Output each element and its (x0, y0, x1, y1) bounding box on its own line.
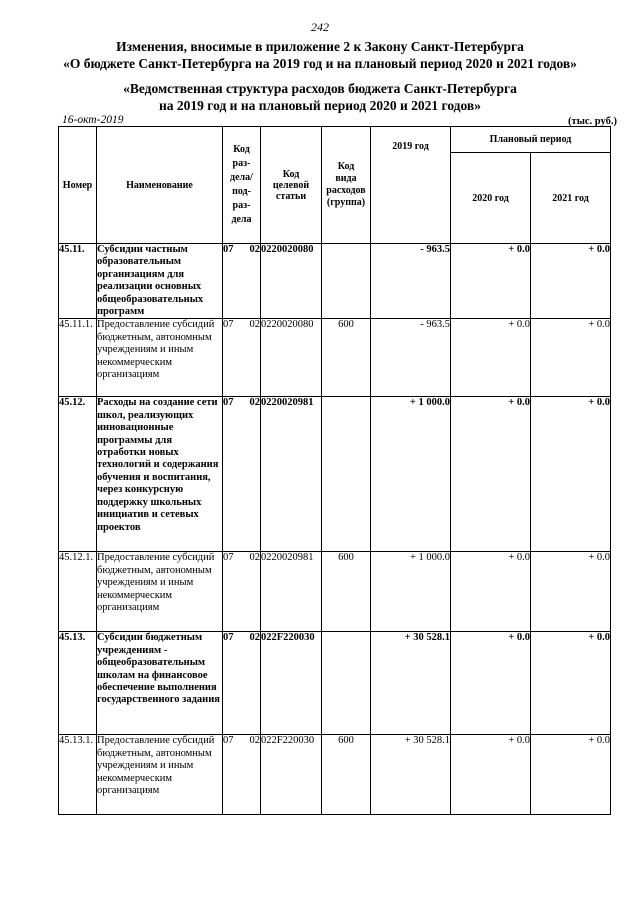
row-name: Предоставление субсидий бюджетным, автономным учреждениям и иным некоммерческим организациям (97, 319, 223, 397)
row-section (223, 244, 261, 319)
row-number: 45.12.1. (59, 552, 97, 632)
row-value-2021: + 0.0 (531, 735, 611, 815)
table-row (59, 632, 611, 735)
row-name: Субсидии бюджетным учреждениям - общеобразовательным школам на финансовое обеспечение выполнения государственного задания (97, 632, 223, 735)
header-name: Наименование (97, 127, 223, 244)
section-code: 07 (223, 244, 234, 255)
section-code: 07 (223, 632, 234, 644)
header-number: Номер (59, 127, 97, 244)
row-value-2020: + 0.0 (451, 319, 531, 397)
table-row (59, 319, 611, 397)
subsection-code: 02 (249, 244, 260, 255)
header-section-line: под- (232, 186, 251, 197)
section-code: 07 (223, 552, 234, 564)
row-value-2020: + 0.0 (451, 552, 531, 632)
row-name: Предоставление субсидий бюджетным, автономным учреждениям и иным некоммерческим организациям (97, 735, 223, 815)
header-expense-line: расходов (326, 185, 366, 196)
row-number: 45.11. (59, 244, 97, 319)
row-value-2020: + 0.0 (451, 244, 531, 319)
document-subtitle (0, 80, 640, 114)
row-value-2019: + 30 528.1 (371, 632, 451, 735)
row-value-2021: + 0.0 (531, 397, 611, 552)
header-section-line: раз- (232, 158, 251, 169)
header-expense-line: Код (337, 161, 355, 172)
subsection-code: 02 (249, 397, 260, 409)
header-planned-period: Плановый период (451, 127, 611, 153)
row-expense-code (322, 397, 371, 552)
header-target-line: статьи (275, 190, 307, 202)
document-title (0, 38, 640, 72)
units-label: (тыс. руб.) (568, 116, 617, 127)
row-value-2021: + 0.0 (531, 632, 611, 735)
header-section-line: дела (231, 214, 252, 225)
expenditure-table (58, 126, 611, 815)
section-code: 07 (223, 319, 234, 331)
row-value-2021: + 0.0 (531, 552, 611, 632)
title-line: Изменения, вносимые в приложение 2 к Закону Санкт-Петербурга (116, 39, 524, 54)
header-2021: 2021 год (531, 153, 611, 244)
header-section-line: раз- (232, 200, 251, 211)
header-expense-line: вида (335, 173, 357, 184)
header-section-line: Код (233, 144, 250, 155)
row-target-code: 022F220030 (261, 735, 322, 815)
row-number: 45.11.1. (59, 319, 97, 397)
row-expense-code (322, 632, 371, 735)
row-target-code: 0220020080 (261, 319, 322, 397)
row-target-code: 022F220030 (261, 632, 322, 735)
subtitle-line: «Ведомственная структура расходов бюджета Санкт-Петербурга (123, 81, 517, 96)
row-target-code: 0220020981 (261, 397, 322, 552)
row-name: Предоставление субсидий бюджетным, автономным учреждениям и иным некоммерческим организациям (97, 552, 223, 632)
row-number: 45.13. (59, 632, 97, 735)
title-line: «О бюджете Санкт-Петербурга на 2019 год и на плановый период 2020 и 2021 годов» (63, 56, 577, 71)
row-section (223, 397, 261, 552)
subsection-code: 02 (249, 632, 260, 644)
subsection-code: 02 (249, 319, 260, 331)
row-number: 45.12. (59, 397, 97, 552)
row-value-2019: + 30 528.1 (371, 735, 451, 815)
header-section-code (223, 127, 261, 244)
row-section (223, 735, 261, 815)
row-name: Расходы на создание сети школ, реализующих инновационные программы для отработки новых технологий и содержания обучения и воспитания, через конкурсную поддержку школьных инициатив и сетевых проектов (97, 397, 223, 552)
row-number: 45.13.1. (59, 735, 97, 815)
row-value-2021: + 0.0 (531, 244, 611, 319)
header-expense-code (322, 127, 371, 244)
header-2019: 2019 год (371, 127, 451, 244)
table-row (59, 397, 611, 552)
header-expense-line: (группа) (326, 197, 366, 208)
row-expense-code: 600 (322, 319, 371, 397)
table-row (59, 552, 611, 632)
row-section (223, 319, 261, 397)
row-target-code: 0220020981 (261, 552, 322, 632)
row-value-2020: + 0.0 (451, 632, 531, 735)
header-target-line: Код (282, 168, 300, 180)
row-section (223, 552, 261, 632)
row-value-2019: - 963.5 (371, 319, 451, 397)
row-expense-code: 600 (322, 552, 371, 632)
row-value-2020: + 0.0 (451, 735, 531, 815)
header-2020: 2020 год (451, 153, 531, 244)
row-value-2019: + 1 000.0 (371, 397, 451, 552)
subsection-code: 02 (249, 735, 260, 747)
row-value-2021: + 0.0 (531, 319, 611, 397)
header-target-code (261, 127, 322, 244)
row-expense-code (322, 244, 371, 319)
document-date: 16-окт-2019 (62, 114, 124, 126)
page-number: 242 (311, 20, 329, 34)
section-code: 07 (223, 397, 234, 409)
row-target-code: 0220020080 (261, 244, 322, 319)
row-name: Субсидии частным образовательным организациям для реализации основных общеобразовательных программ (97, 244, 223, 319)
section-code: 07 (223, 735, 234, 747)
row-expense-code: 600 (322, 735, 371, 815)
subtitle-line: на 2019 год и на плановый период 2020 и 2021 годов» (159, 98, 481, 113)
row-value-2019: + 1 000.0 (371, 552, 451, 632)
header-target-line: целевой (272, 179, 310, 191)
row-section (223, 632, 261, 735)
table-row (59, 735, 611, 815)
row-value-2020: + 0.0 (451, 397, 531, 552)
row-value-2019: - 963.5 (371, 244, 451, 319)
header-section-line: дела/ (230, 172, 253, 183)
subsection-code: 02 (249, 552, 260, 564)
table-row (59, 244, 611, 319)
